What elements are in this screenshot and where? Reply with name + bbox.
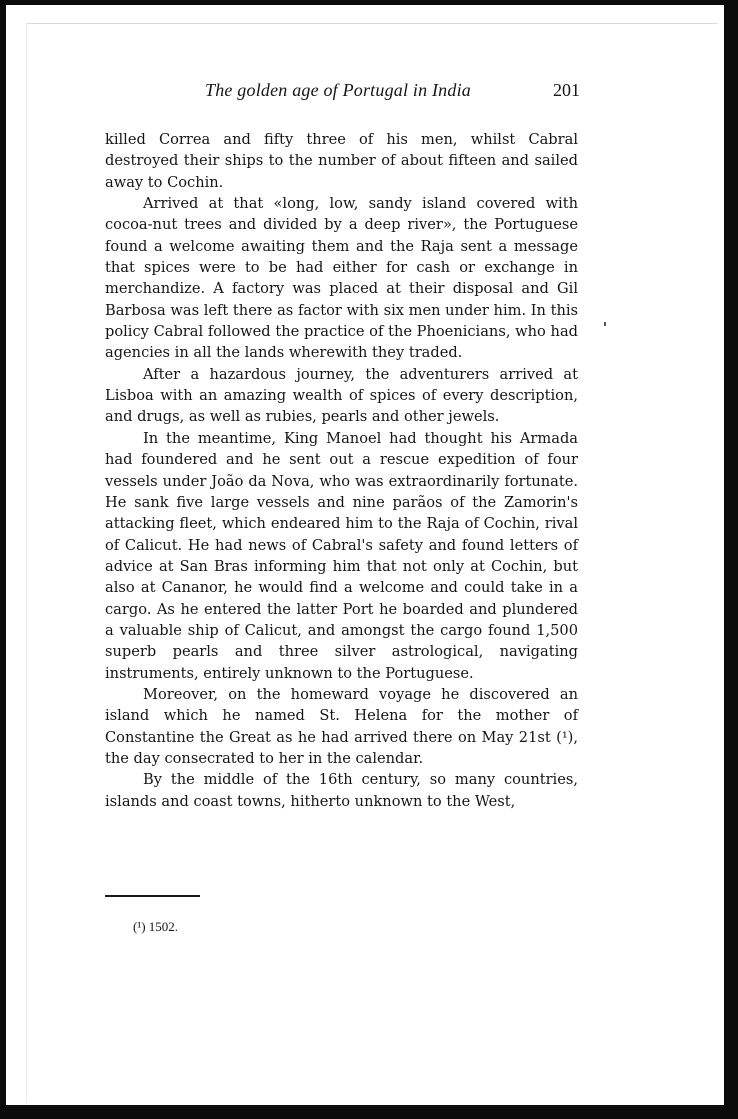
paragraph-3: After a hazardous journey, the adventurers arrived at Lisboa with an amazing wealth of spices of every description, and drugs, as well as rubies, pearls and other jewels. — [105, 365, 578, 426]
footnote: (¹) 1502. — [133, 919, 179, 934]
paragraph-4: In the meantime, King Manoel had thought his Armada had foundered and he sent out a rescue expedition of four vessels under João da Nova, who was extraordinarily fortunate. He sank five large vessels and nine parãos of the Zamorin's attacking fleet, which endeared him to the Raja of Cochin, rival of Calicut. He had news of Cabral's safety and found letters of advice at San Bras informing him that not only at Cochin, but also at Cananor, he would find a welcome and could take in a cargo. As he entered the latter Port he boarded and plundered a valuable ship of Calicut, and amongst the cargo found 1,500 superb pearls and three silver astrological, navigating instruments, entirely unknown to the Portuguese. — [105, 429, 578, 682]
page-number: 201 — [553, 80, 580, 100]
footnote-rule — [105, 895, 200, 897]
paragraph-1: killed Correa and fifty three of his men, whilst Cabral destroyed their ships to the number of about fifteen and sailed away to Cochin. — [105, 131, 578, 191]
running-head — [205, 80, 580, 106]
running-title: The golden age of Portugal in India — [205, 80, 471, 100]
scan-speck — [604, 322, 606, 326]
paragraph-6: By the middle of the 16th century, so many countries, islands and coast towns, hitherto unknown to the West, — [105, 771, 578, 810]
body-text — [105, 129, 578, 812]
paragraph-2: Arrived at that «long, low, sandy island covered with cocoa-nut trees and divided by a deep river», the Portuguese found a welcome awaiting them and the Raja sent a message that spices were to be had either for cash or exchange in merchandize. A factory was placed at their disposal and Gil Barbosa was left there as factor with six men under him. In this policy Cabral followed the practice of the Phoenicians, who had agencies in all the lands wherewith they traded. — [105, 195, 578, 362]
paragraph-5: Moreover, on the homeward voyage he discovered an island which he named St. Helena for the mother of Constantine the Great as he had arrived there on May 21st (¹), the day consecrated to her in the calendar. — [105, 685, 578, 767]
